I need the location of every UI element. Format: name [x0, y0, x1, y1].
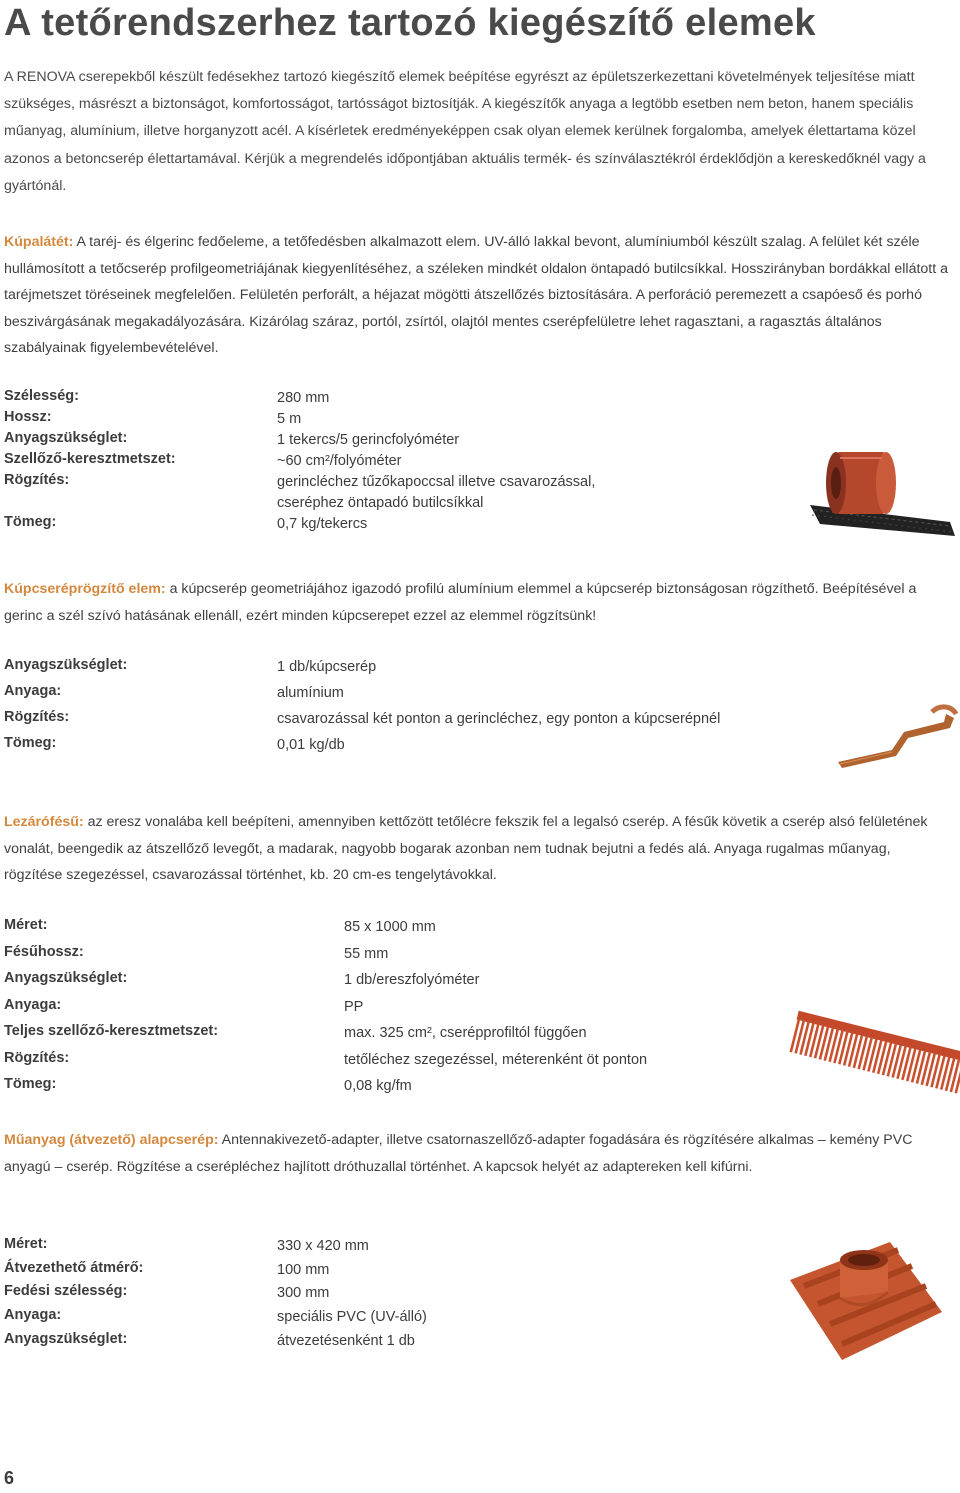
- eaves-comb-image: [785, 1010, 960, 1110]
- spec-label: Tömeg:: [4, 514, 57, 530]
- intro-paragraph: A RENOVA cserepekből készült fedésekhez tartozó kiegészítő elemek beépítése egyrészt az épületszerkezettani követelmények teljesítése miatt szükséges, másrészt a biztonságot, komfortosságot, tartósságot biztosítják. A kiegészítők anyaga a legtöbb esetben nem beton, hanem speciális műanyag, alumínium, illetve horganyzott acél. A kísérletek eredményeképpen csak olyan elemek kerülnek forgalomba, amelyek élettartama közel azonos a betoncserép élettartamával. Kérjük a megrendelés időpontjában aktuális termék- és színválasztékról érdeklődjön a kereskedőknél vagy a gyártónál.: [4, 69, 926, 194]
- spec-label: Fésűhossz:: [4, 943, 84, 960]
- alapcserep-description: [4, 1127, 952, 1180]
- page-number: 6: [4, 1468, 15, 1488]
- spec-value: 330 x 420 mm: [277, 1238, 369, 1254]
- spec-label: Anyaga:: [4, 683, 62, 699]
- spec-label: Rögzítés:: [4, 709, 70, 725]
- lezarofesu-specs: [4, 917, 784, 1103]
- spec-value: 85 x 1000 mm: [344, 919, 436, 935]
- spec-value: tetőléchez szegezéssel, méterenként öt ponton: [344, 1051, 648, 1068]
- kupalatet-heading: Kúpalátét:: [4, 234, 74, 250]
- kupalatet-description: [4, 229, 952, 362]
- spec-row: [4, 1260, 604, 1284]
- alapcserep-text: Antennakivezető-adapter, illetve csatornaszellőző-adapter fogadására és rögzítésére alkalmas – kemény PVC anyagú – cserép. Rögzítése a cserépléchez hajlított dróthuzallal történhet. A kapcsok helyét az adaptereken kell kifúrni.: [4, 1132, 913, 1175]
- spec-row: [4, 430, 664, 451]
- spec-row: [4, 1050, 784, 1077]
- spec-value: gerincléchez tűzőkapoccsal illetve csavarozással, cseréphez öntapadó butilcsíkkal: [277, 474, 596, 511]
- spec-value: 55 mm: [344, 945, 389, 962]
- kupcserep-rogzito-heading: Kúpcseréprögzítő elem:: [4, 581, 166, 597]
- spec-row: [4, 1331, 604, 1355]
- spec-value: max. 325 cm², cserépprofiltól függően: [344, 1025, 587, 1041]
- lezarofesu-heading: Lezárófésű:: [4, 814, 84, 830]
- spec-value: 5 m: [277, 411, 302, 427]
- kupcserep-rogzito-specs: [4, 657, 824, 761]
- spec-row: [4, 1283, 604, 1307]
- spec-label: Tömeg:: [4, 1076, 57, 1092]
- spec-row: [4, 388, 664, 409]
- spec-row: [4, 1236, 604, 1260]
- spec-row: [4, 917, 784, 944]
- spec-row: [4, 1307, 604, 1331]
- spec-label: Anyaga:: [4, 1307, 62, 1324]
- spec-label: Anyaga:: [4, 996, 62, 1013]
- spec-value: 300 mm: [277, 1285, 330, 1302]
- spec-label: Szélesség:: [4, 388, 79, 404]
- spec-value: PP: [344, 998, 364, 1015]
- spec-row: [4, 944, 784, 971]
- kupalatet-text: A taréj- és élgerinc fedőeleme, a tetőfedésben alkalmazott elem. UV-álló lakkal bevont, alumíniumból készült szalag. A felület két széle hullámosított a tetőcserép profilgeometriájának kiegyenlítéséhez, a széleken mindkét oldalon öntapadó butilcsíkkal. Hosszirányban bordákkal ellátott a taréjmetszet töréseinek megfelelően. Felületén perforált, a héjazat mögötti átszellőzés biztosítására. A perforáció peremezett a csapóeső és porhó beszivárgásának megakadályozására. Kizárólag száraz, portól, zsírtól, olajtól mentes cserépfelületre lehet ragasztani, a ragasztás általános szabályainak figyelembevételével.: [4, 234, 949, 356]
- spec-row: [4, 451, 664, 472]
- kupalatet-specs: [4, 388, 664, 535]
- spec-value: átvezetésenként 1 db: [277, 1332, 415, 1349]
- spec-label: Rögzítés:: [4, 1049, 70, 1066]
- spec-label: Anyagszükséglet:: [4, 430, 128, 446]
- spec-row: [4, 970, 784, 997]
- spec-label: Méret:: [4, 1236, 48, 1252]
- plastic-base-tile-image: [770, 1220, 950, 1380]
- spec-row: [4, 709, 824, 735]
- spec-row: [4, 735, 824, 761]
- spec-label: Méret:: [4, 917, 48, 933]
- spec-row: [4, 997, 784, 1024]
- ridge-roll-image: [800, 440, 960, 545]
- spec-value: ~60 cm²/folyóméter: [277, 453, 402, 469]
- spec-value: speciális PVC (UV-álló): [277, 1309, 427, 1326]
- spec-value: 1 db/kúpcserép: [277, 659, 377, 675]
- spec-label: Anyagszükséglet:: [4, 657, 128, 673]
- spec-row: [4, 657, 824, 683]
- spec-row: [4, 472, 664, 514]
- spec-label: Teljes szellőző-keresztmetszet:: [4, 1023, 219, 1039]
- spec-label: Fedési szélesség:: [4, 1283, 128, 1300]
- spec-value: 1 tekercs/5 gerincfolyóméter: [277, 432, 460, 448]
- spec-row: [4, 409, 664, 430]
- spec-row: [4, 514, 664, 535]
- spec-label: Anyagszükséglet:: [4, 1330, 128, 1347]
- spec-value: 0,7 kg/tekercs: [277, 516, 368, 532]
- spec-label: Tömeg:: [4, 735, 57, 751]
- spec-value: 0,08 kg/fm: [344, 1078, 412, 1094]
- spec-value: 0,01 kg/db: [277, 737, 345, 753]
- spec-label: Átvezethető átmérő:: [4, 1259, 144, 1276]
- kupcserep-rogzito-description: [4, 576, 952, 629]
- spec-label: Rögzítés:: [4, 472, 70, 488]
- spec-row: [4, 683, 824, 709]
- page-title: A tetőrendszerhez tartozó kiegészítő elemek: [4, 2, 816, 44]
- alapcserep-heading: Műanyag (átvezető) alapcserép:: [4, 1132, 219, 1148]
- spec-row: [4, 1023, 784, 1050]
- spec-value: 280 mm: [277, 390, 330, 406]
- kupcserep-rogzito-text: a kúpcserép geometriájához igazodó profilú alumínium elemmel a kúpcserép biztonságosan rögzíthető. Beépítésével a gerinc a szél szívó hatásának ellenáll, ezért minden kúpcserepet ezzel az elemmel rögzítsünk!: [4, 581, 917, 624]
- spec-value: alumínium: [277, 685, 344, 701]
- lezarofesu-text: az eresz vonalába kell beépíteni, amennyiben kettőzött tetőlécre fekszik fel a legalsó cserép. A fésűk követik a cserép alsó felületének vonalát, beengedik az átszellőző levegőt, a madarak, nagyobb bogarak azonban nem tudnak bejutni a fedés alá. Anyaga rugalmas műanyag, rögzítése szegezéssel, csavarozással történhet, kb. 20 cm-es tengelytávokkal.: [4, 814, 928, 883]
- lezarofesu-description: [4, 809, 952, 889]
- spec-label: Szellőző-keresztmetszet:: [4, 451, 176, 467]
- spec-label: Anyagszükséglet:: [4, 970, 128, 986]
- spec-label: Hossz:: [4, 409, 52, 425]
- alapcserep-specs: [4, 1236, 604, 1354]
- ridge-clip-image: [832, 700, 960, 772]
- spec-row: [4, 1076, 784, 1103]
- spec-value: csavarozással két ponton a gerincléchez, egy ponton a kúpcserépnél: [277, 711, 721, 727]
- spec-value: 100 mm: [277, 1261, 330, 1278]
- spec-value: 1 db/ereszfolyóméter: [344, 972, 480, 988]
